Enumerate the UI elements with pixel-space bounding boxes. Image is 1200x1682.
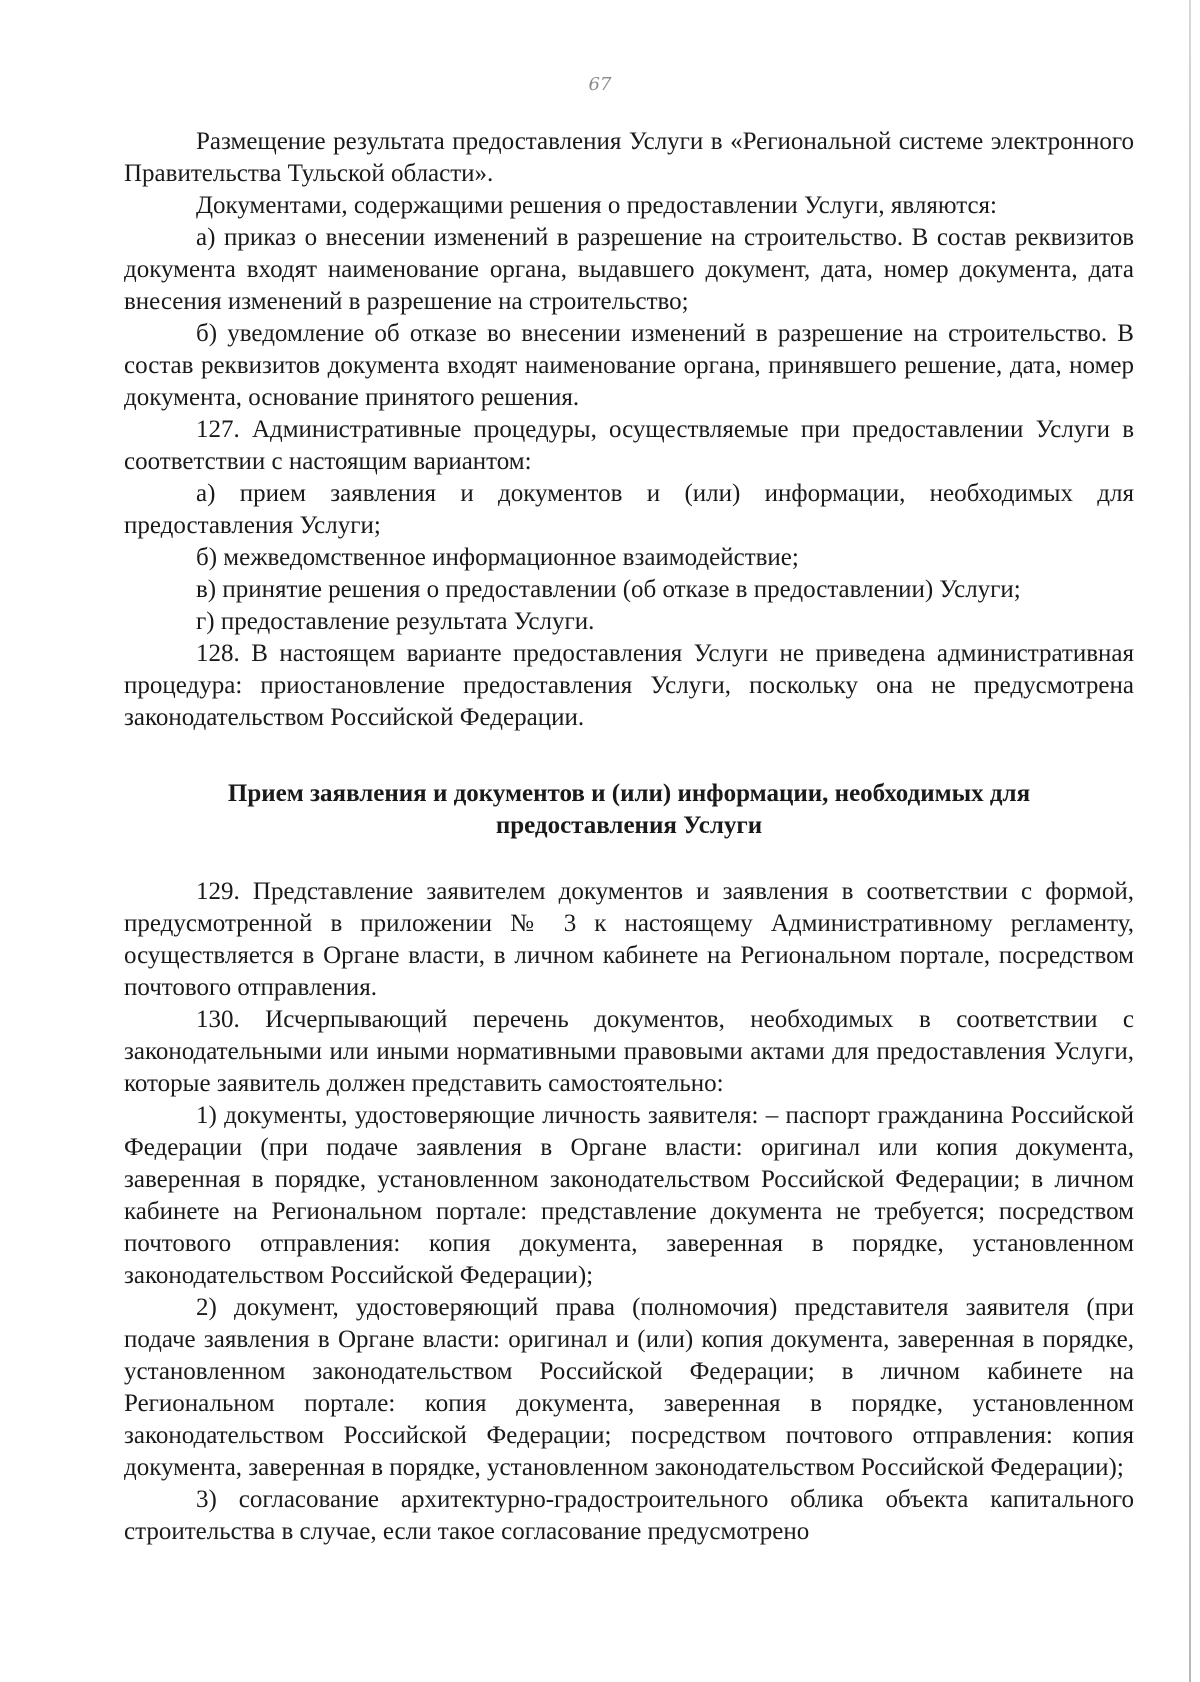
paragraph: г) предоставление результата Услуги. [196, 608, 595, 635]
paragraph: 130. Исчерпывающий перечень документов, необходимых в соответствии с законодательными или иными нормативными правовыми актами для предоставления Услуги, которые заявитель должен представить самостоятельно: [124, 1006, 1134, 1097]
paragraph: б) межведомственное информационное взаимодействие; [196, 544, 799, 571]
page-edge-shadow [1189, 0, 1191, 1682]
paragraph: Размещение результата предоставления Услуги в «Региональной системе электронного Правительства Тульской области». [124, 128, 1134, 187]
document-body [124, 126, 1134, 1548]
paragraph: 127. Административные процедуры, осуществляемые при предоставлении Услуги в соответствии с настоящим вариантом: [124, 416, 1134, 475]
paragraph: Документами, содержащими решения о предоставлении Услуги, являются: [196, 192, 997, 219]
paragraph: б) уведомление об отказе во внесении изменений в разрешение на строительство. В состав реквизитов документа входят наименование органа, принявшего решение, дата, номер документа, основание принятого решения. [124, 320, 1134, 411]
paragraph: 2) документ, удостоверяющий права (полномочия) представителя заявителя (при подаче заявления в Органе власти: оригинал и (или) копия документа, заверенная в порядке, установленном законодательством Российской Федерации; в личном кабинете на Региональном портале: копия документа, заверенная в порядке, установленном законодательством Российской Федерации; посредством почтового отправления: копия документа, заверенная в порядке, установленном законодательством Российской Федерации); [124, 1294, 1134, 1481]
page-number: 67 [588, 74, 612, 95]
section-heading [124, 778, 1134, 842]
paragraph: 129. Представление заявителем документов и заявления в соответствии с формой, предусмотренной в приложении № 3 к настоящему Административному регламенту, осуществляется в Органе власти, в личном кабинете на Региональном портале, посредством почтового отправления. [124, 878, 1134, 1001]
section-heading-line: Прием заявления и документов и (или) информации, необходимых для [227, 780, 1031, 807]
paragraph: 128. В настоящем варианте предоставления Услуги не приведена административная процедура: приостановление предоставления Услуги, поскольку она не предусмотрена законодательством Российской Федерации. [124, 640, 1134, 731]
paragraph: 3) согласование архитектурно-градостроительного облика объекта капитального строительства в случае, если такое согласование предусмотрено [124, 1486, 1134, 1545]
paragraph: 1) документы, удостоверяющие личность заявителя: – паспорт гражданина Российской Федерации (при подаче заявления в Органе власти: оригинал или копия документа, заверенная в порядке, установленном законодательством Российской Федерации; в личном кабинете на Региональном портале: представление документа не требуется; посредством почтового отправления: копия документа, заверенная в порядке, установленном законодательством Российской Федерации); [124, 1102, 1134, 1289]
section-heading-line: предоставления Услуги [495, 812, 763, 839]
paragraph: в) принятие решения о предоставлении (об отказе в предоставлении) Услуги; [196, 576, 1021, 603]
paragraph: а) приказ о внесении изменений в разрешение на строительство. В состав реквизитов документа входят наименование органа, выдавшего документ, дата, номер документа, дата внесения изменений в разрешение на строительство; [124, 224, 1134, 315]
paragraph: а) прием заявления и документов и (или) информации, необходимых для предоставления Услуги; [124, 480, 1134, 539]
